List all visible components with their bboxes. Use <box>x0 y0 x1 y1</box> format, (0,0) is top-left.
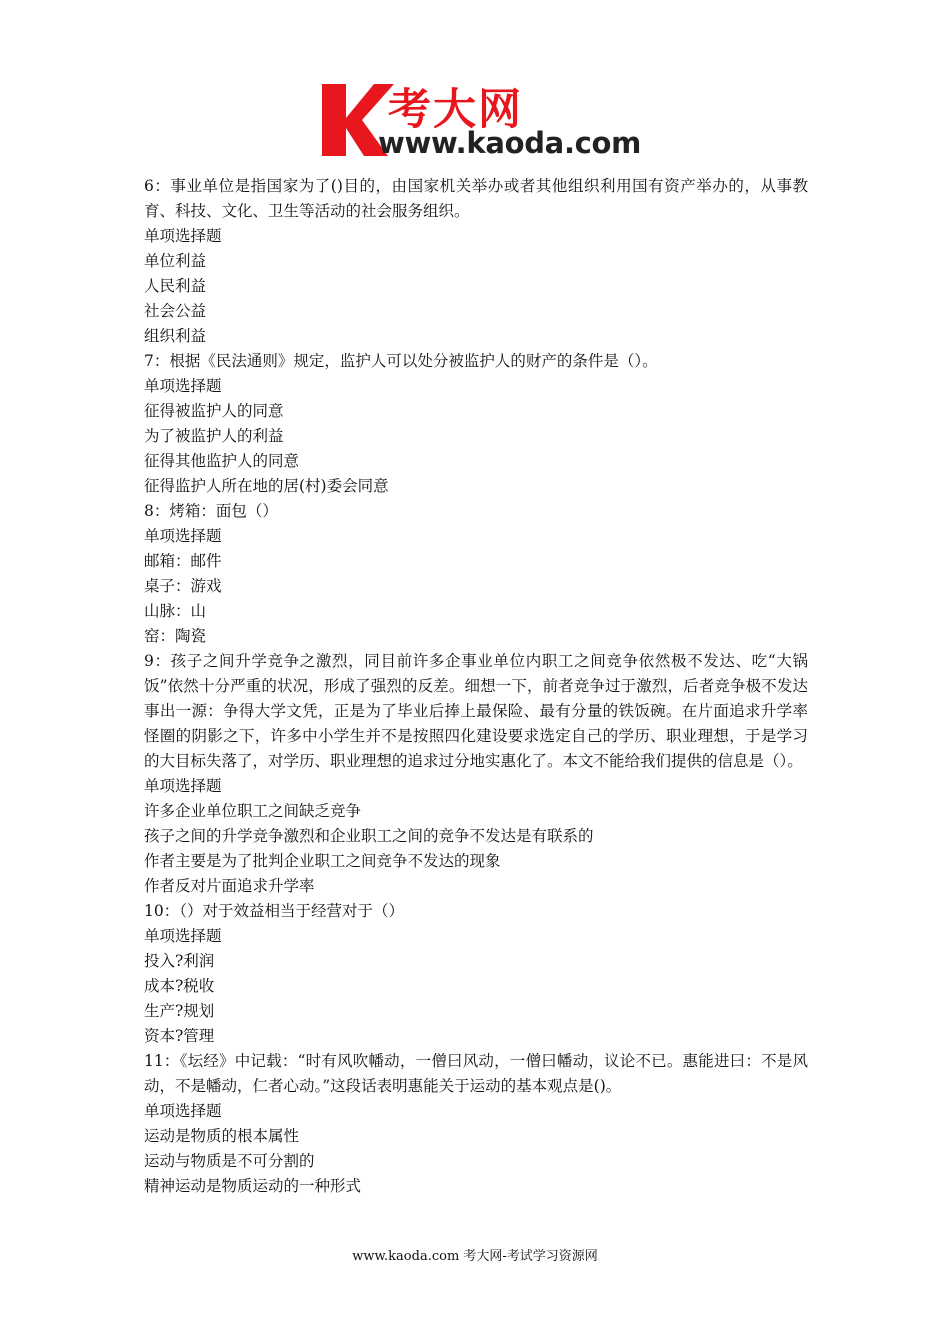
question-type: 单项选择题 <box>144 1102 222 1120</box>
question-text: 7：根据《民法通则》规定，监护人可以处分被监护人的财产的条件是（）。 <box>144 352 658 370</box>
option-item: 作者主要是为了批判企业职工之间竞争不发达的现象 <box>144 852 501 870</box>
question-text: 8：烤箱：面包（） <box>144 502 278 520</box>
option-item: 单位利益 <box>144 252 207 270</box>
question-type: 单项选择题 <box>144 927 222 945</box>
option-item: 生产?规划 <box>144 1002 215 1020</box>
option-item: 邮箱：邮件 <box>144 552 222 570</box>
question-text: 9：孩子之间升学竞争之激烈，同目前许多企事业单位内职工之间竞争依然极不发达、吃“大锅饭”依然十分严重的状况，形成了强烈的反差。细想一下，前者竞争过于激烈，后者竞争极不发达事出一源：争得大学文凭，正是为了毕业后捧上最保险、最有分量的铁饭碗。在片面追求升学率怪圈的阴影之下，许多中小学生并不是按照四化建设要求选定自己的学历、职业理想，于是学习的大目标失落了，对学历、职业理想的追求过分地实惠化了。本文不能给我们提供的信息是（）。 <box>144 652 808 770</box>
option-item: 征得其他监护人的同意 <box>144 452 300 470</box>
question-block <box>144 649 808 899</box>
question-type: 单项选择题 <box>144 227 222 245</box>
question-list <box>144 174 808 1199</box>
option-item: 山脉：山 <box>144 602 207 620</box>
question-block <box>144 174 808 349</box>
option-item: 运动是物质的根本属性 <box>144 1127 300 1145</box>
option-item: 运动与物质是不可分割的 <box>144 1152 315 1170</box>
option-item: 征得监护人所在地的居(村)委会同意 <box>144 477 389 495</box>
option-item: 作者反对片面追求升学率 <box>144 877 315 895</box>
option-item: 人民利益 <box>144 277 207 295</box>
question-type: 单项选择题 <box>144 777 222 795</box>
question-type: 单项选择题 <box>144 377 222 395</box>
question-text: 10：（）对于效益相当于经营对于（） <box>144 902 404 920</box>
option-item: 社会公益 <box>144 302 207 320</box>
option-item: 精神运动是物质运动的一种形式 <box>144 1177 362 1195</box>
option-item: 桌子：游戏 <box>144 577 222 595</box>
question-type: 单项选择题 <box>144 527 222 545</box>
question-block <box>144 899 808 1049</box>
question-text: 11：《坛经》中记载：“时有风吹幡动，一僧曰风动，一僧曰幡动，议论不已。惠能进曰：不是风动，不是幡动，仁者心动。”这段话表明惠能关于运动的基本观点是()。 <box>144 1052 808 1095</box>
option-item: 窑：陶瓷 <box>144 627 207 645</box>
page-footer: www.kaoda.com 考大网-考试学习资源网 <box>352 1249 598 1264</box>
question-block <box>144 1049 808 1199</box>
option-item: 成本?税收 <box>144 977 215 995</box>
question-block <box>144 349 808 499</box>
question-text: 6：事业单位是指国家为了()目的，由国家机关举办或者其他组织利用国有资产举办的，从事教育、科技、文化、卫生等活动的社会服务组织。 <box>144 177 808 220</box>
option-item: 征得被监护人的同意 <box>144 402 284 420</box>
option-item: 组织利益 <box>144 327 207 345</box>
logo-url-text: www.kaoda.com <box>378 126 642 160</box>
option-item: 许多企业单位职工之间缺乏竞争 <box>144 802 362 820</box>
option-item: 为了被监护人的利益 <box>144 427 284 445</box>
question-block <box>144 499 808 649</box>
site-logo[interactable] <box>316 80 646 162</box>
option-item: 资本?管理 <box>144 1027 215 1045</box>
option-item: 孩子之间的升学竞争激烈和企业职工之间的竞争不发达是有联系的 <box>144 827 594 845</box>
option-item: 投入?利润 <box>144 952 215 970</box>
logo-chinese-text: 考大网 <box>388 85 523 135</box>
